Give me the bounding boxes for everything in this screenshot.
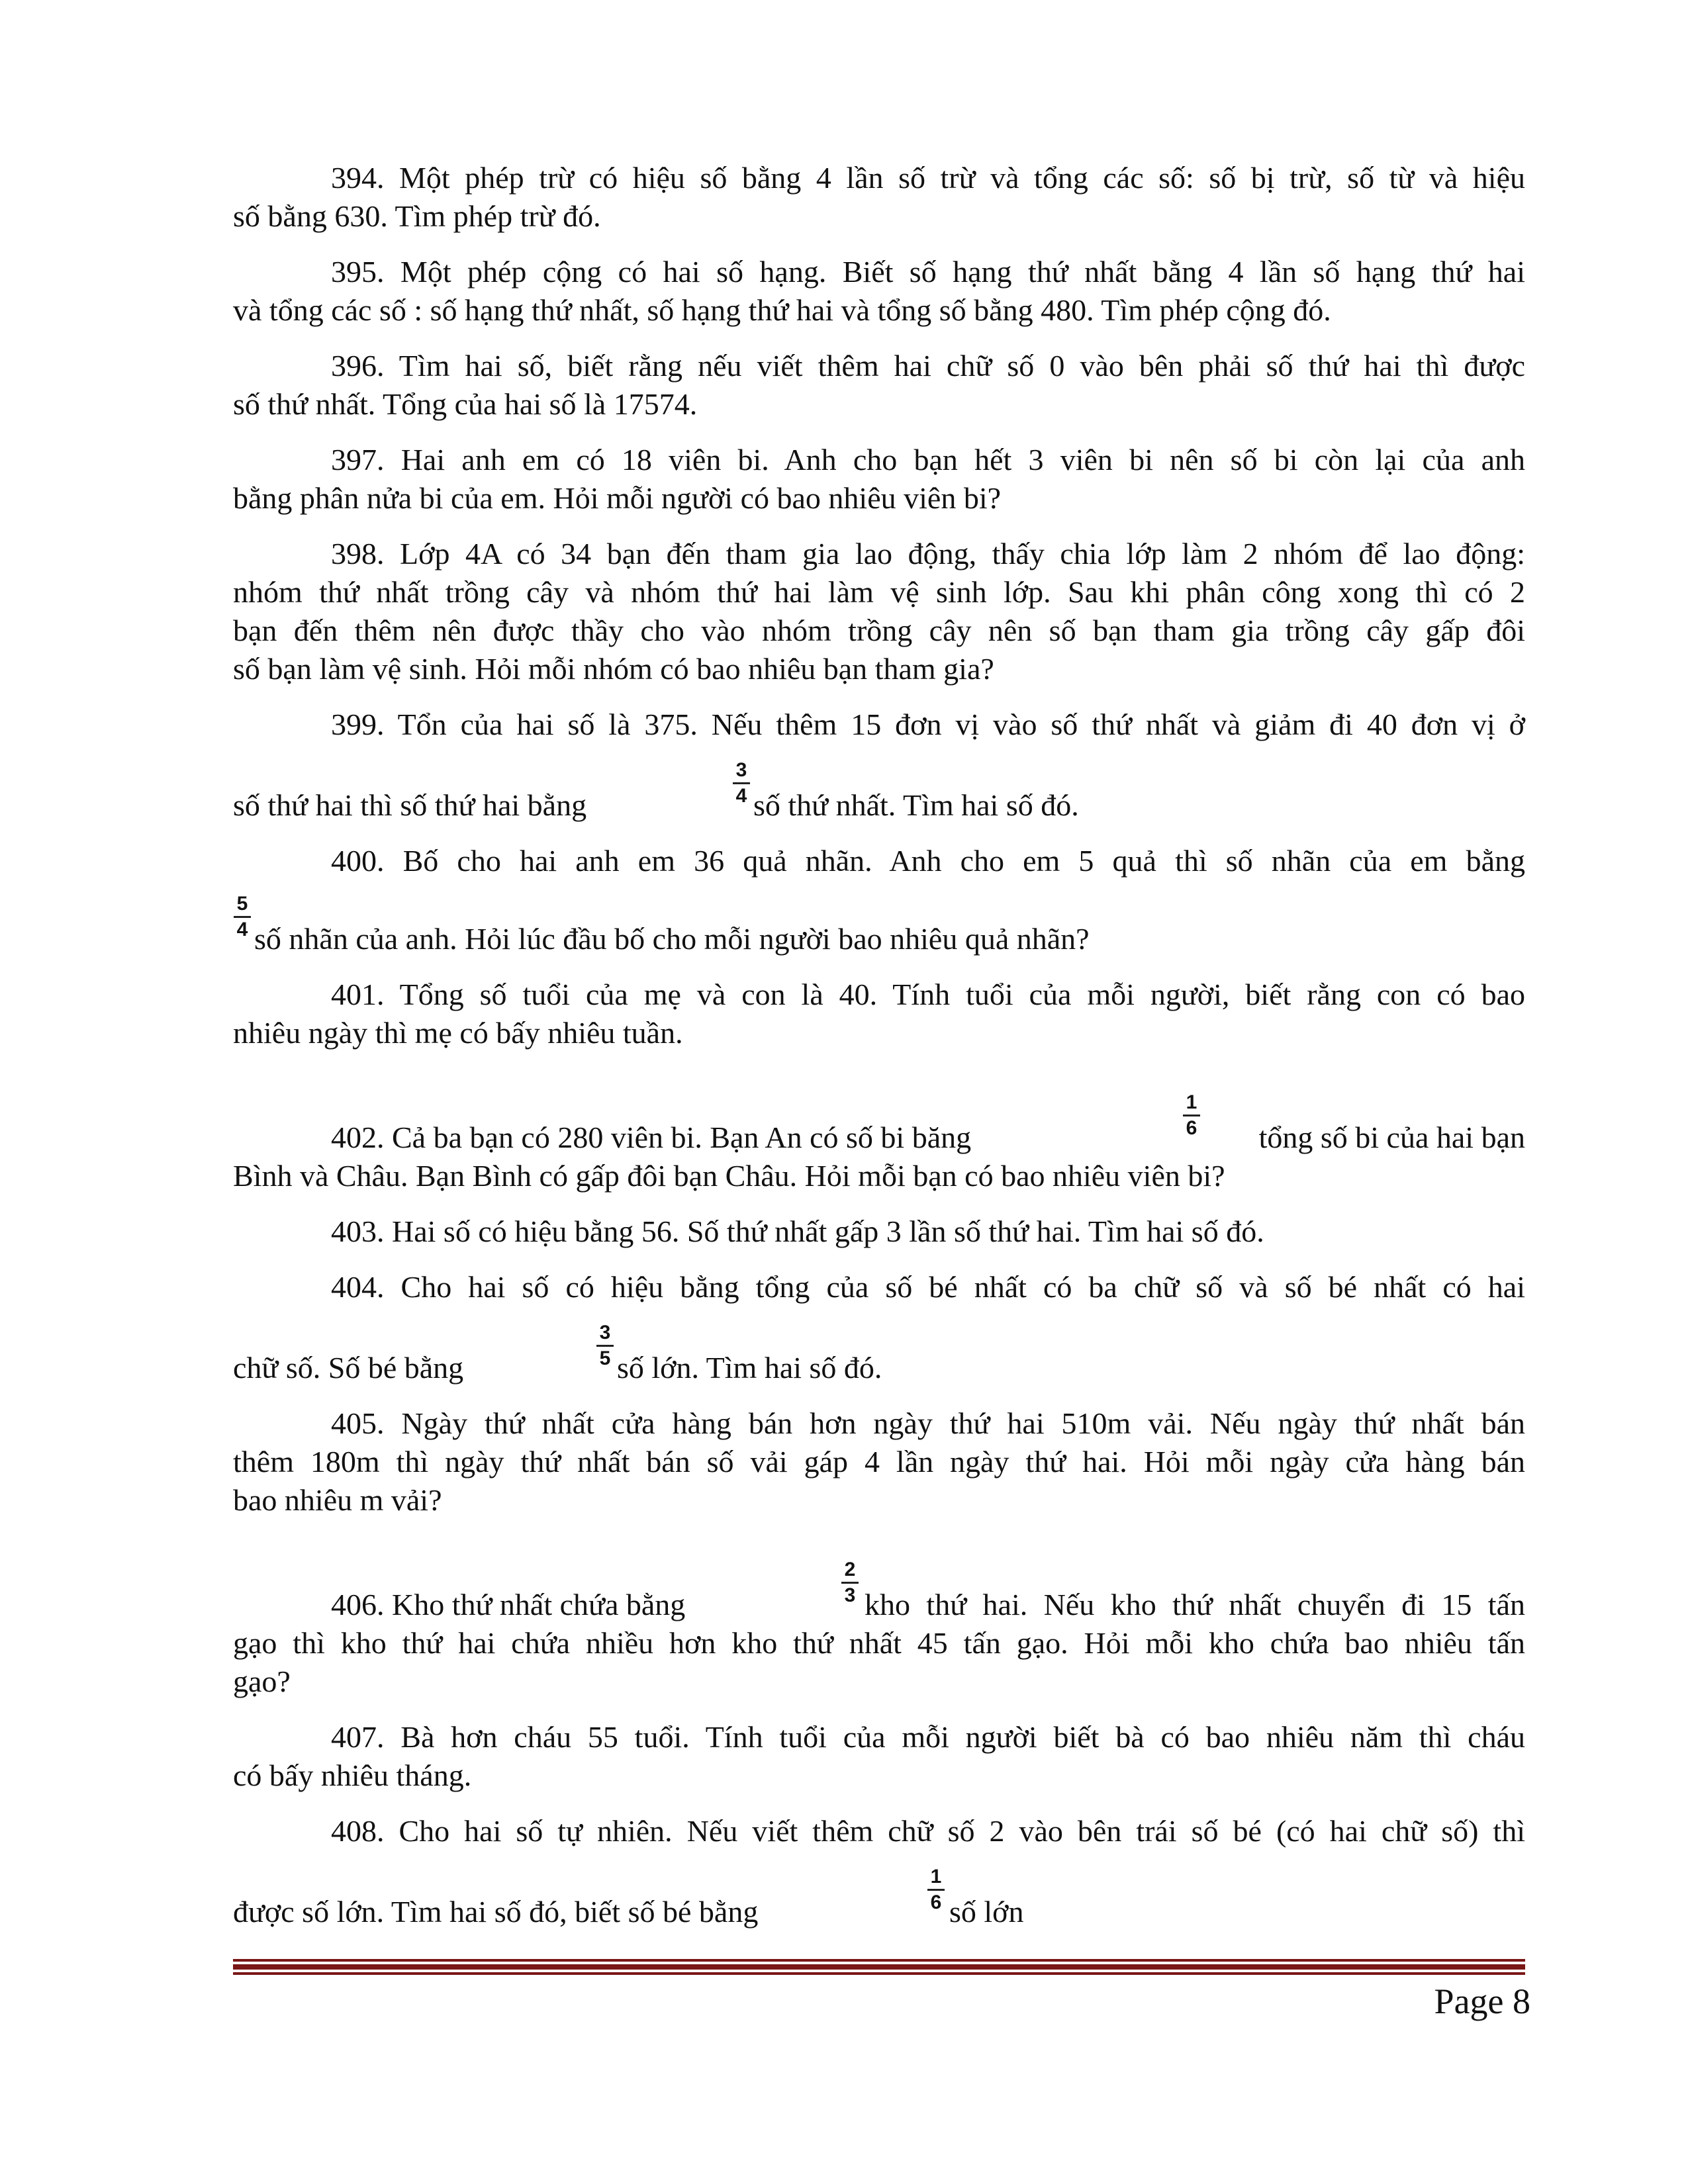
fraction-1-6-b (927, 1866, 945, 1913)
problem-401-line-1: 401. Tổng số tuổi của mẹ và con là 40. Tính tuổi của mỗi người, biết rằng con có bao (331, 978, 1525, 1011)
fraction-denominator: 3 (844, 1584, 856, 1606)
fraction-denominator: 6 (930, 1891, 942, 1913)
problem-398-line-1: 398. Lớp 4A có 34 bạn đến tham gia lao động, thấy chia lớp làm 2 nhóm để lao động: (331, 537, 1525, 570)
fraction-numerator: 5 (236, 893, 248, 915)
problem-399-line-2-start: số thứ hai thì số thứ hai bằng (233, 788, 587, 822)
problem-401-line-2: nhiêu ngày thì mẹ có bấy nhiêu tuần. (233, 1016, 683, 1050)
problem-395-line-2: và tổng các số : số hạng thứ nhất, số hạng thứ hai và tổng số bằng 480. Tìm phép cộng đó. (233, 293, 1331, 327)
problem-394-line-1: 394. Một phép trừ có hiệu số bằng 4 lần số trừ và tổng các số: số bị trừ, số từ và hiệu (331, 161, 1525, 195)
problem-402-line-2: Bình và Châu. Bạn Bình có gấp đôi bạn Châu. Hỏi mỗi bạn có bao nhiêu viên bi? (233, 1159, 1225, 1193)
fraction-numerator: 1 (930, 1866, 942, 1888)
problem-408-line-1: 408. Cho hai số tự nhiên. Nếu viết thêm chữ số 2 vào bên trái số bé (có hai chữ số) thì (331, 1814, 1525, 1848)
fraction-numerator: 3 (599, 1322, 611, 1343)
footer-rule-top (233, 1959, 1525, 1962)
fraction-bar (927, 1889, 945, 1891)
problem-402-line-1-start: 402. Cả ba bạn có 280 viên bi. Bạn An có số bi băng (331, 1120, 972, 1154)
fraction-bar (234, 916, 251, 918)
problem-402-line-1-end: tổng số bi của hai bạn (1258, 1120, 1525, 1154)
fraction-denominator: 4 (236, 919, 248, 940)
problem-399-line-2-end: số thứ nhất. Tìm hai số đó. (753, 788, 1079, 822)
footer-rule-bottom (233, 1972, 1525, 1975)
problem-403-line-1: 403. Hai số có hiệu bằng 56. Số thứ nhất gấp 3 lần số thứ hai. Tìm hai số đó. (331, 1214, 1264, 1248)
problem-405-line-1: 405. Ngày thứ nhất cửa hàng bán hơn ngày thứ hai 510m vải. Nếu ngày thứ nhất bán (331, 1406, 1525, 1440)
problem-407-line-2: có bấy nhiêu tháng. (233, 1758, 472, 1792)
problem-405-line-3: bao nhiêu m vải? (233, 1483, 442, 1517)
problem-398-line-4: số bạn làm vệ sinh. Hỏi mỗi nhóm có bao nhiêu bạn tham gia? (233, 652, 994, 686)
page-number: Page 8 (1434, 1981, 1530, 2021)
fraction-bar (733, 782, 750, 784)
problem-408-line-2-start: được số lớn. Tìm hai số đó, biết số bé bằng (233, 1895, 759, 1929)
problem-406-line-3: gạo? (233, 1664, 291, 1698)
problem-406-line-1-start: 406. Kho thứ nhất chứa bằng (331, 1588, 686, 1621)
problem-406-line-1-end: kho thứ hai. Nếu kho thứ nhất chuyển đi 15 tấn (865, 1588, 1525, 1621)
fraction-5-4 (233, 893, 252, 940)
fraction-bar (841, 1582, 859, 1584)
problem-398-line-3: bạn đến thêm nên được thầy cho vào nhóm trồng cây nên số bạn tham gia trồng cây gấp đôi (233, 614, 1525, 647)
fraction-bar (596, 1345, 614, 1347)
fraction-numerator: 2 (844, 1559, 856, 1580)
problem-397-line-1: 397. Hai anh em có 18 viên bi. Anh cho bạn hết 3 viên bi nên số bi còn lại của anh (331, 443, 1525, 477)
fraction-denominator: 6 (1186, 1117, 1197, 1139)
problem-407-line-1: 407. Bà hơn cháu 55 tuổi. Tính tuổi của mỗi người biết bà có bao nhiêu năm thì cháu (331, 1720, 1525, 1754)
problem-400-line-1: 400. Bố cho hai anh em 36 quả nhãn. Anh cho em 5 quả thì số nhãn của em bằng (331, 844, 1525, 878)
problem-400-line-2: số nhãn của anh. Hỏi lúc đầu bố cho mỗi người bao nhiêu quả nhãn? (254, 922, 1090, 956)
problem-399-line-1: 399. Tổn của hai số là 375. Nếu thêm 15 đơn vị vào số thứ nhất và giảm đi 40 đơn vị ở (331, 707, 1525, 741)
fraction-denominator: 5 (599, 1347, 611, 1369)
problem-397-line-2: bằng phân nửa bi của em. Hỏi mỗi người có bao nhiêu viên bi? (233, 481, 1002, 515)
problem-398-line-2: nhóm thứ nhất trồng cây và nhóm thứ hai làm vệ sinh lớp. Sau khi phân công xong thì có 2 (233, 575, 1525, 609)
fraction-numerator: 1 (1186, 1091, 1197, 1113)
fraction-3-4 (732, 760, 751, 807)
fraction-denominator: 4 (735, 785, 747, 807)
footer-rule-middle (233, 1964, 1525, 1970)
fraction-1-6-a (1182, 1092, 1201, 1139)
fraction-3-5 (596, 1322, 614, 1369)
fraction-2-3 (841, 1559, 859, 1606)
problem-404-line-2-start: chữ số. Số bé bằng (233, 1351, 464, 1385)
fraction-bar (1183, 1115, 1200, 1116)
problem-394-line-2: số bằng 630. Tìm phép trừ đó. (233, 199, 601, 233)
problem-396-line-2: số thứ nhất. Tổng của hai số là 17574. (233, 387, 698, 421)
problem-406-line-2: gạo thì kho thứ hai chứa nhiều hơn kho thứ nhất 45 tấn gạo. Hỏi mỗi kho chứa bao nhiêu tấn (233, 1626, 1525, 1660)
problem-395-line-1: 395. Một phép cộng có hai số hạng. Biết số hạng thứ nhất bằng 4 lần số hạng thứ hai (331, 255, 1525, 289)
problem-408-line-2-end: số lớn (949, 1895, 1024, 1929)
problem-404-line-1: 404. Cho hai số có hiệu bằng tổng của số bé nhất có ba chữ số và số bé nhất có hai (331, 1270, 1525, 1304)
problem-405-line-2: thêm 180m thì ngày thứ nhất bán số vải gáp 4 lần ngày thứ hai. Hỏi mỗi ngày cửa hàng bán (233, 1445, 1525, 1479)
problem-396-line-1: 396. Tìm hai số, biết rằng nếu viết thêm hai chữ số 0 vào bên phải số thứ hai thì được (331, 349, 1525, 383)
problem-404-line-2-end: số lớn. Tìm hai số đó. (617, 1351, 882, 1385)
fraction-numerator: 3 (735, 759, 747, 781)
